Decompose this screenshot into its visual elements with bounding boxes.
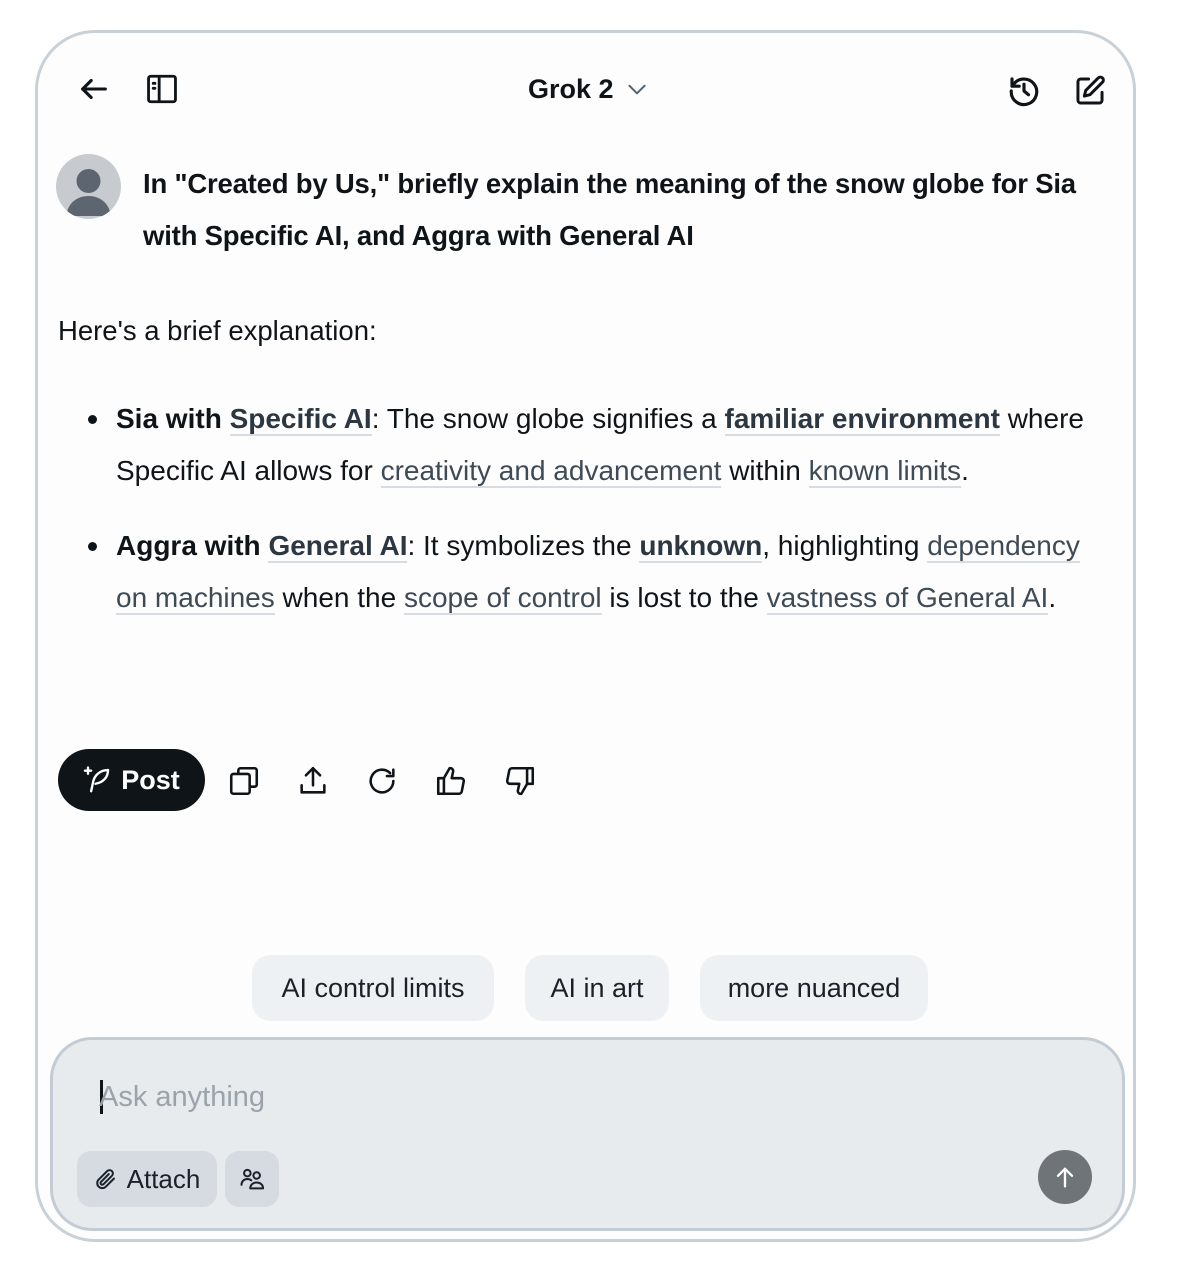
copy-icon bbox=[227, 764, 261, 798]
user-message: In "Created by Us," briefly explain the meaning of the snow globe for Sia with Specific AI, and Aggra with General AI bbox=[143, 168, 1076, 251]
bullet-lead: Sia with bbox=[116, 403, 230, 434]
topic-link[interactable]: known limits bbox=[808, 455, 962, 486]
edit-icon bbox=[1073, 74, 1107, 108]
topic-link[interactable]: dependency on machines bbox=[116, 530, 1080, 613]
text: . bbox=[1048, 582, 1057, 613]
post-label: Post bbox=[121, 764, 180, 795]
text: : The snow globe signifies a bbox=[371, 403, 725, 434]
quill-plus-icon bbox=[83, 765, 113, 795]
chat-window bbox=[35, 30, 1136, 1242]
header bbox=[38, 33, 1133, 143]
composer bbox=[50, 1037, 1125, 1231]
back-button[interactable] bbox=[74, 69, 114, 109]
user-avatar-icon bbox=[56, 154, 121, 219]
list-item bbox=[116, 520, 1116, 624]
topic-link[interactable]: vastness of General AI bbox=[766, 582, 1049, 613]
share-button[interactable] bbox=[293, 761, 333, 801]
suggestion-chip[interactable]: more nuanced bbox=[700, 955, 928, 1021]
topic-link[interactable]: General AI bbox=[268, 530, 408, 561]
text: , highlighting bbox=[762, 530, 928, 561]
send-button[interactable] bbox=[1038, 1150, 1092, 1204]
topic-link[interactable]: unknown bbox=[639, 530, 763, 561]
arrow-left-icon bbox=[77, 72, 111, 106]
new-chat-button[interactable] bbox=[1068, 69, 1112, 113]
history-button[interactable] bbox=[1002, 69, 1046, 113]
text: within bbox=[721, 455, 809, 486]
copy-button[interactable] bbox=[224, 761, 264, 801]
thumbs-down-icon bbox=[503, 764, 537, 798]
sidebar-icon bbox=[145, 72, 179, 106]
suggestion-chip[interactable]: AI in art bbox=[525, 955, 669, 1021]
paperclip-icon bbox=[94, 1167, 118, 1191]
text: is lost to the bbox=[601, 582, 767, 613]
topic-link[interactable]: creativity and advancement bbox=[380, 455, 722, 486]
sidebar-toggle-button[interactable] bbox=[142, 69, 182, 109]
text: when the bbox=[274, 582, 404, 613]
bullet-lead: Aggra with bbox=[116, 530, 269, 561]
topic-link[interactable]: familiar environment bbox=[724, 403, 1000, 434]
share-icon bbox=[296, 764, 330, 798]
suggestion-chip[interactable]: AI control limits bbox=[252, 955, 494, 1021]
people-icon bbox=[238, 1165, 266, 1193]
prompt-input[interactable] bbox=[99, 1076, 999, 1118]
model-label: Grok 2 bbox=[528, 73, 614, 104]
history-icon bbox=[1006, 73, 1042, 109]
text: . bbox=[961, 455, 969, 486]
thumbs-up-button[interactable] bbox=[431, 761, 471, 801]
chevron-down-icon bbox=[624, 76, 650, 102]
topic-link[interactable]: scope of control bbox=[403, 582, 602, 613]
arrow-up-icon bbox=[1051, 1163, 1079, 1191]
list-item bbox=[116, 393, 1116, 497]
text: : It symbolizes the bbox=[407, 530, 640, 561]
response-list bbox=[116, 393, 1116, 647]
regenerate-button[interactable] bbox=[362, 761, 402, 801]
text: where Specific AI allows for bbox=[116, 403, 1084, 486]
regenerate-icon bbox=[365, 764, 399, 798]
post-button[interactable] bbox=[58, 749, 205, 811]
response-intro: Here's a brief explanation: bbox=[58, 315, 377, 346]
topic-link[interactable]: Specific AI bbox=[229, 403, 372, 434]
avatar bbox=[56, 154, 121, 219]
thumbs-down-button[interactable] bbox=[500, 761, 540, 801]
persona-button[interactable] bbox=[225, 1151, 279, 1207]
attach-button[interactable] bbox=[77, 1151, 217, 1207]
thumbs-up-icon bbox=[434, 764, 468, 798]
attach-label: Attach bbox=[126, 1163, 201, 1194]
model-selector[interactable] bbox=[528, 71, 650, 107]
